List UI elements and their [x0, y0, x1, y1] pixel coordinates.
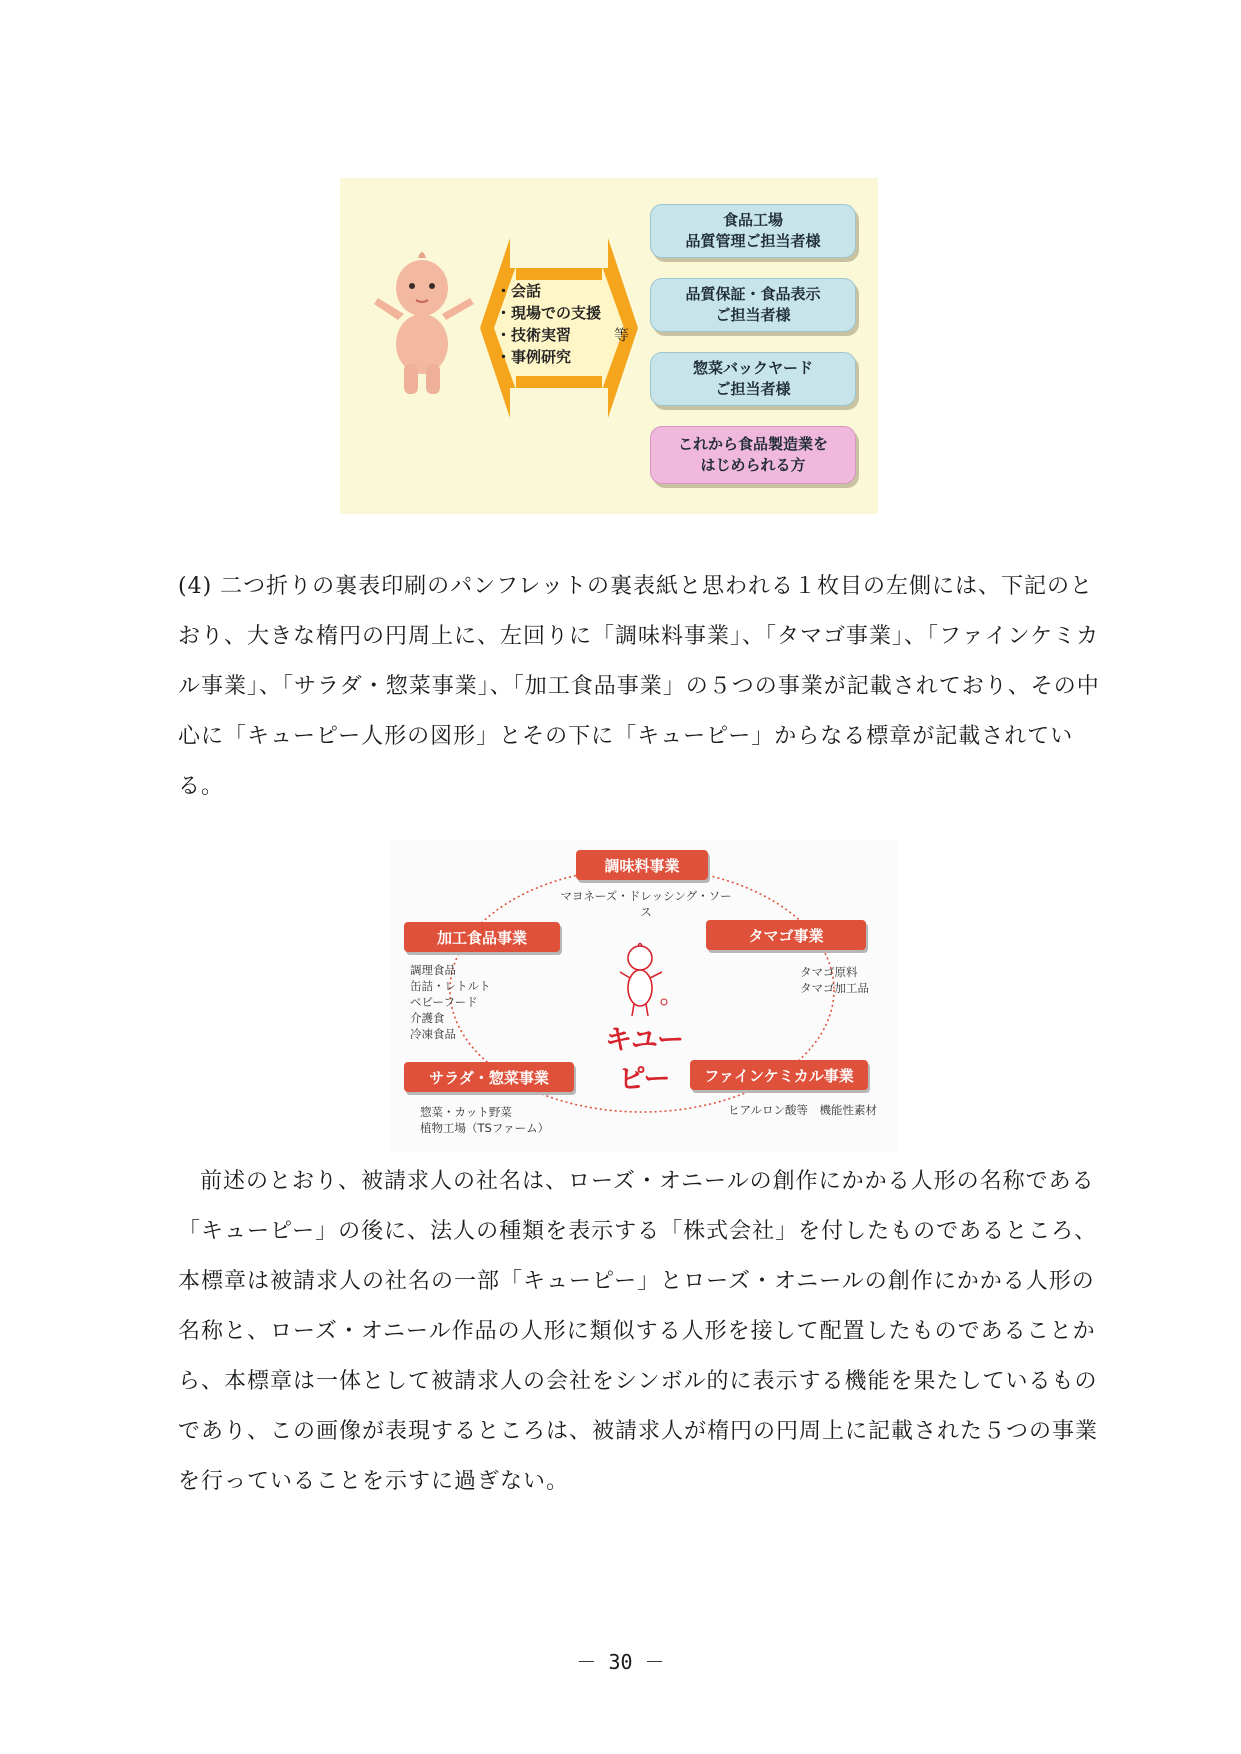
- support-methods-list: [496, 280, 636, 368]
- target-line: はじめられる方: [700, 456, 806, 474]
- consultation-figure: [340, 178, 878, 514]
- etc-label: 等: [614, 326, 630, 344]
- business-ring-figure: [390, 840, 898, 1152]
- business-processed: 加工食品事業: [404, 922, 560, 952]
- target-line: 食品工場: [722, 211, 783, 229]
- business-seasoning-detail: マヨネーズ・ドレッシング・ソース: [560, 889, 732, 919]
- paragraph-analysis: 前述のとおり、被請求人の社名は、ローズ・オニールの創作にかかる人形の名称である「キューピー」の後に、法人の種類を表示する「株式会社」を付したものであるところ、本標章は被請求人の社名の一部「キューピー」とローズ・オニールの創作にかかる人形の名称と、ローズ・オニール作品の人形に類似する人形を接して配置したものであることから、本標章は一体として被請求人の会社をシンボル的に表示する機能を果たしているものであり、この画像が表現するところは、被請求人が楕円の円周上に記載された５つの事業を行っていることを示すに過ぎない。: [178, 1169, 1099, 1494]
- target-box-new-manufacturers: [650, 426, 856, 484]
- kewpie-logo-text: キユーピー: [605, 1025, 683, 1095]
- support-method: ・現場での支援: [496, 304, 602, 322]
- business-fine-chemical-detail: ヒアルロン酸等 機能性素材: [728, 1103, 878, 1117]
- business-processed-detail: 調理食品 缶詰・レトルト ベビーフード 介護食 冷凍食品: [410, 963, 491, 1041]
- target-line: 惣菜バックヤード: [692, 359, 813, 377]
- business-salad-detail: 惣菜・カット野菜 植物工場（TSファーム）: [420, 1105, 550, 1135]
- paragraph-pamphlet-description: (4) 二つ折りの裏表印刷のパンフレットの裏表紙と思われる１枚目の左側には、下記のとおり、大きな楕円の円周上に、左回りに「調味料事業」、「タマゴ事業」、「ファインケミカル事業」、「サラダ・惣菜事業」、「加工食品事業」の５つの事業が記載されており、その中心に「キューピー人形の図形」とその下に「キューピー」からなる標章が記載されている。: [178, 574, 1100, 799]
- target-box-food-factory: [650, 204, 856, 258]
- target-box-quality-assurance: [650, 278, 856, 332]
- target-line: 品質管理ご担当者様: [685, 232, 821, 250]
- target-line: ご担当者様: [715, 306, 791, 324]
- support-method: ・技術実習: [496, 326, 572, 344]
- support-method: ・事例研究: [496, 348, 572, 366]
- target-line: ご担当者様: [715, 380, 791, 398]
- page-number: － 30 －: [576, 1650, 665, 1674]
- target-box-deli-backyard: [650, 352, 856, 406]
- business-fine-chemical: ファインケミカル事業: [690, 1060, 868, 1090]
- kewpie-doll-icon: [370, 248, 480, 398]
- kewpie-logo-icon: [618, 942, 670, 1018]
- support-method: ・会話: [496, 282, 542, 300]
- business-salad: サラダ・惣菜事業: [404, 1062, 574, 1092]
- business-egg-detail: タマゴ原料 タマゴ加工品: [800, 965, 869, 995]
- business-seasoning: 調味料事業: [576, 850, 708, 880]
- target-line: これから食品製造業を: [677, 435, 828, 453]
- business-egg: タマゴ事業: [706, 920, 866, 950]
- target-line: 品質保証・食品表示: [685, 285, 821, 303]
